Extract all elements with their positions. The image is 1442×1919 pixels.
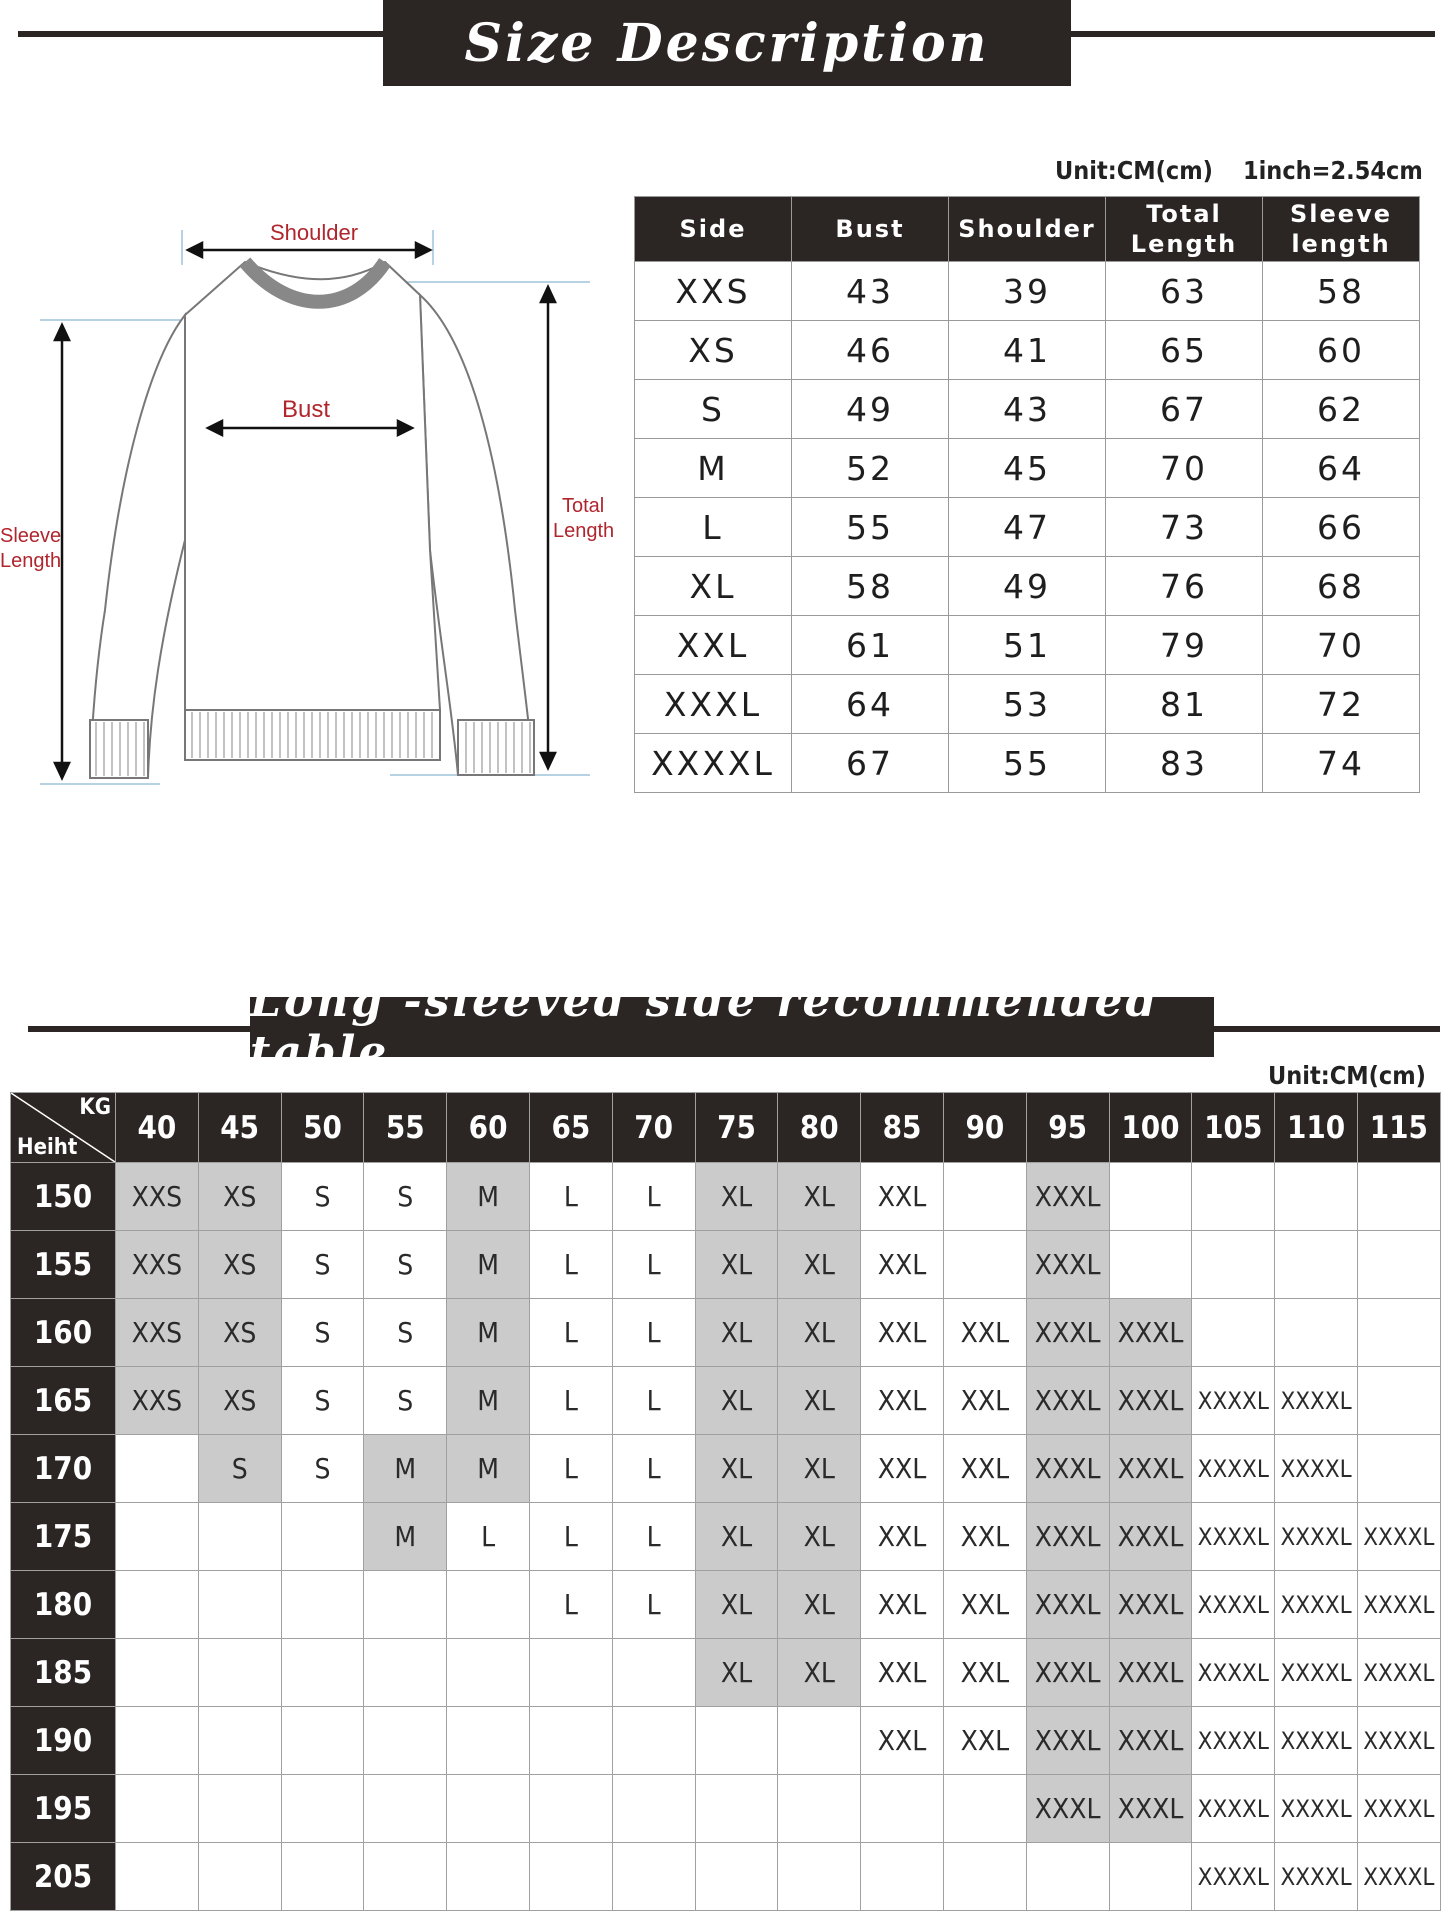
recommended-size-cell: XS: [198, 1367, 281, 1435]
recommended-size-cell: L: [612, 1367, 695, 1435]
recommended-size-cell: XXXXL: [1192, 1775, 1275, 1843]
recommended-size-cell: XXL: [861, 1707, 944, 1775]
recommended-size-cell: XXL: [861, 1367, 944, 1435]
height-header: 150: [11, 1163, 116, 1231]
size-cell: 65: [1106, 321, 1263, 380]
recommended-size-cell: XL: [778, 1503, 861, 1571]
recommended-size-cell: XXXL: [1026, 1639, 1109, 1707]
weight-header: 100: [1109, 1093, 1192, 1163]
size-cell: 43: [792, 262, 949, 321]
recommended-size-cell: [198, 1639, 281, 1707]
size-cell: 79: [1106, 616, 1263, 675]
recommended-size-cell: [943, 1163, 1026, 1231]
recommended-table-banner: [250, 976, 1214, 1078]
height-header: 160: [11, 1299, 116, 1367]
recommended-size-cell: [695, 1775, 778, 1843]
label-sleeve-length-1: Sleeve: [0, 525, 62, 547]
recommended-size-cell: XXXL: [1026, 1571, 1109, 1639]
recommended-size-table: [10, 1092, 1441, 1911]
sweater-diagram: [0, 210, 620, 810]
label-sleeve-length-2: Length: [0, 550, 62, 572]
weight-header: 40: [116, 1093, 199, 1163]
recommended-size-cell: XXL: [943, 1571, 1026, 1639]
recommended-size-cell: [198, 1843, 281, 1911]
recommended-size-cell: L: [529, 1571, 612, 1639]
size-table-row: [635, 262, 1420, 321]
banner-title: Size Description: [464, 12, 990, 74]
size-table-row: [635, 734, 1420, 793]
recommended-size-cell: [943, 1843, 1026, 1911]
size-table-row: [635, 498, 1420, 557]
size-cell: 61: [792, 616, 949, 675]
recommended-size-cell: XXS: [116, 1299, 199, 1367]
size-table-row: [635, 439, 1420, 498]
recommended-size-cell: XXXL: [1109, 1435, 1192, 1503]
recommended-size-cell: M: [447, 1163, 530, 1231]
size-header-shoulder: Shoulder: [949, 197, 1106, 262]
label-total-length-2: Length: [553, 520, 615, 542]
recommended-size-cell: XXL: [861, 1435, 944, 1503]
recommended-size-cell: [529, 1775, 612, 1843]
weight-header: 60: [447, 1093, 530, 1163]
size-cell: M: [635, 439, 792, 498]
recommended-size-cell: [1357, 1367, 1440, 1435]
recommended-size-cell: [198, 1503, 281, 1571]
recommended-size-cell: XXXXL: [1275, 1639, 1358, 1707]
recommended-size-cell: XXL: [943, 1503, 1026, 1571]
recommended-size-cell: [695, 1707, 778, 1775]
recommended-size-cell: [116, 1435, 199, 1503]
recommended-size-cell: [861, 1775, 944, 1843]
size-cell: 58: [1263, 262, 1420, 321]
recommended-size-cell: XXXXL: [1357, 1639, 1440, 1707]
recommended-size-cell: [116, 1843, 199, 1911]
recommended-size-cell: XXXXL: [1357, 1503, 1440, 1571]
height-header: 195: [11, 1775, 116, 1843]
recommended-size-cell: XXXXL: [1357, 1571, 1440, 1639]
size-header-side: Side: [635, 197, 792, 262]
size-cell: 49: [792, 380, 949, 439]
recommended-size-cell: XXXXL: [1192, 1367, 1275, 1435]
size-cell: 55: [792, 498, 949, 557]
size-cell: 67: [792, 734, 949, 793]
recommended-size-cell: XXXL: [1026, 1299, 1109, 1367]
recommended-size-cell: XXXXL: [1275, 1775, 1358, 1843]
recommended-size-cell: S: [281, 1163, 364, 1231]
recommended-size-cell: S: [281, 1231, 364, 1299]
recommended-size-cell: S: [198, 1435, 281, 1503]
recommended-size-cell: XXL: [861, 1163, 944, 1231]
recommended-size-cell: [861, 1843, 944, 1911]
recommended-size-cell: [1192, 1163, 1275, 1231]
recommended-size-cell: [1109, 1231, 1192, 1299]
recommended-size-cell: S: [281, 1299, 364, 1367]
unit-label-top: Unit:CM(cm) 1inch=2.54cm: [1055, 156, 1423, 185]
label-bust: Bust: [282, 396, 331, 423]
height-header: 155: [11, 1231, 116, 1299]
weight-header: 95: [1026, 1093, 1109, 1163]
weight-header: 50: [281, 1093, 364, 1163]
size-cell: 64: [792, 675, 949, 734]
recommended-size-cell: L: [447, 1503, 530, 1571]
recommended-size-cell: L: [529, 1367, 612, 1435]
recommended-size-cell: S: [281, 1367, 364, 1435]
recommended-size-cell: [364, 1775, 447, 1843]
recommended-size-cell: L: [529, 1503, 612, 1571]
recommended-size-cell: S: [364, 1231, 447, 1299]
recommended-size-cell: XXXXL: [1192, 1843, 1275, 1911]
recommended-size-cell: [281, 1639, 364, 1707]
recommended-size-cell: L: [529, 1299, 612, 1367]
recommended-size-cell: XS: [198, 1163, 281, 1231]
recommended-size-cell: [116, 1775, 199, 1843]
weight-header: 80: [778, 1093, 861, 1163]
recommended-size-cell: XXXL: [1026, 1707, 1109, 1775]
recommended-size-cell: [198, 1571, 281, 1639]
recommended-size-cell: L: [612, 1163, 695, 1231]
recommended-size-cell: XL: [778, 1639, 861, 1707]
recommended-size-cell: XL: [695, 1571, 778, 1639]
weight-height-corner: [11, 1093, 116, 1163]
size-cell: 52: [792, 439, 949, 498]
height-header: 185: [11, 1639, 116, 1707]
height-header: 190: [11, 1707, 116, 1775]
recommended-size-cell: XL: [695, 1299, 778, 1367]
size-cell: 72: [1263, 675, 1420, 734]
corner-kg-label: KG: [79, 1095, 111, 1120]
size-header-sleeve-length: Sleeve length: [1263, 197, 1420, 262]
recommended-size-cell: XXXXL: [1192, 1639, 1275, 1707]
recommended-size-cell: [364, 1639, 447, 1707]
recommended-size-cell: XXL: [861, 1639, 944, 1707]
recommended-size-cell: [447, 1843, 530, 1911]
recommended-size-cell: [612, 1707, 695, 1775]
weight-header: 70: [612, 1093, 695, 1163]
size-cell: XXS: [635, 262, 792, 321]
recommended-size-cell: L: [612, 1231, 695, 1299]
size-header-total-length: Total Length: [1106, 197, 1263, 262]
recommended-size-cell: XXS: [116, 1163, 199, 1231]
recommended-size-cell: [612, 1775, 695, 1843]
recommended-table-row: [11, 1299, 1441, 1367]
recommended-size-cell: [695, 1843, 778, 1911]
recommended-size-cell: XXL: [943, 1299, 1026, 1367]
weight-header: 75: [695, 1093, 778, 1163]
recommended-size-cell: XL: [695, 1163, 778, 1231]
recommended-size-cell: XL: [695, 1435, 778, 1503]
recommended-size-cell: XXXXL: [1192, 1707, 1275, 1775]
recommended-size-cell: L: [612, 1571, 695, 1639]
size-cell: 81: [1106, 675, 1263, 734]
recommended-size-cell: XXL: [861, 1503, 944, 1571]
corner-height-label: Heiht: [17, 1135, 78, 1160]
recommended-size-cell: XL: [695, 1231, 778, 1299]
size-cell: 46: [792, 321, 949, 380]
recommended-size-cell: [943, 1775, 1026, 1843]
recommended-size-cell: XXL: [861, 1299, 944, 1367]
size-cell: S: [635, 380, 792, 439]
weight-header: 110: [1275, 1093, 1358, 1163]
recommended-size-cell: [447, 1639, 530, 1707]
sweater-drawing: [0, 210, 620, 810]
recommended-size-cell: L: [612, 1299, 695, 1367]
recommended-size-cell: XL: [778, 1231, 861, 1299]
recommended-size-cell: [612, 1843, 695, 1911]
size-cell: 73: [1106, 498, 1263, 557]
size-cell: 41: [949, 321, 1106, 380]
recommended-size-cell: XXL: [943, 1639, 1026, 1707]
recommended-size-cell: XXXXL: [1275, 1367, 1358, 1435]
recommended-size-cell: XXXXL: [1275, 1843, 1358, 1911]
recommended-size-cell: S: [364, 1163, 447, 1231]
recommended-size-cell: [1357, 1299, 1440, 1367]
recommended-size-cell: [447, 1707, 530, 1775]
recommended-table-header: [11, 1093, 1441, 1163]
recommended-size-cell: [116, 1571, 199, 1639]
recommended-size-cell: XXXL: [1109, 1299, 1192, 1367]
size-cell: L: [635, 498, 792, 557]
recommended-size-cell: XXXL: [1109, 1367, 1192, 1435]
recommended-size-cell: XXXXL: [1192, 1435, 1275, 1503]
recommended-size-cell: [1357, 1231, 1440, 1299]
recommended-size-cell: XXXXL: [1192, 1503, 1275, 1571]
recommended-size-cell: XL: [778, 1367, 861, 1435]
recommended-size-cell: [778, 1707, 861, 1775]
recommended-size-cell: M: [447, 1299, 530, 1367]
recommended-size-cell: L: [612, 1503, 695, 1571]
height-header: 175: [11, 1503, 116, 1571]
recommended-size-cell: XXXXL: [1357, 1775, 1440, 1843]
weight-header: 85: [861, 1093, 944, 1163]
recommended-size-cell: XS: [198, 1231, 281, 1299]
recommended-size-cell: [529, 1639, 612, 1707]
size-cell: XS: [635, 321, 792, 380]
recommended-size-cell: XXXXL: [1275, 1503, 1358, 1571]
recommended-size-cell: XXL: [861, 1231, 944, 1299]
recommended-size-cell: XXXL: [1026, 1435, 1109, 1503]
bottom-rule-right: [1212, 1026, 1440, 1032]
recommended-size-cell: XXL: [943, 1435, 1026, 1503]
recommended-size-cell: XXXL: [1109, 1639, 1192, 1707]
recommended-size-cell: XXXL: [1026, 1503, 1109, 1571]
recommended-size-cell: M: [447, 1231, 530, 1299]
recommended-size-cell: XL: [778, 1163, 861, 1231]
recommended-size-cell: XL: [695, 1367, 778, 1435]
recommended-size-cell: M: [364, 1503, 447, 1571]
weight-header: 105: [1192, 1093, 1275, 1163]
recommended-size-cell: [1275, 1299, 1358, 1367]
recommended-table-row: [11, 1435, 1441, 1503]
recommended-size-cell: [1109, 1163, 1192, 1231]
recommended-size-cell: [1357, 1163, 1440, 1231]
recommended-size-cell: XXXXL: [1192, 1571, 1275, 1639]
recommended-size-cell: XXL: [943, 1707, 1026, 1775]
recommended-size-cell: XL: [695, 1639, 778, 1707]
recommended-size-cell: M: [447, 1435, 530, 1503]
recommended-size-cell: XXXXL: [1357, 1843, 1440, 1911]
recommended-size-cell: [778, 1843, 861, 1911]
recommended-size-cell: XXL: [861, 1571, 944, 1639]
size-table-row: [635, 675, 1420, 734]
label-shoulder: Shoulder: [270, 220, 359, 245]
recommended-size-cell: XXS: [116, 1367, 199, 1435]
recommended-table-row: [11, 1503, 1441, 1571]
recommended-size-cell: XXXL: [1026, 1163, 1109, 1231]
size-header-bust: Bust: [792, 197, 949, 262]
weight-header: 55: [364, 1093, 447, 1163]
height-header: 165: [11, 1367, 116, 1435]
recommended-size-cell: XXXL: [1109, 1503, 1192, 1571]
recommended-table-row: [11, 1571, 1441, 1639]
height-header: 180: [11, 1571, 116, 1639]
top-rule-left: [18, 31, 388, 37]
recommended-size-cell: L: [529, 1435, 612, 1503]
recommended-table-row: [11, 1775, 1441, 1843]
label-total-length-1: Total: [562, 495, 605, 517]
recommended-size-cell: XXXL: [1109, 1571, 1192, 1639]
size-cell: XXXL: [635, 675, 792, 734]
recommended-size-cell: [116, 1707, 199, 1775]
recommended-size-cell: XXXXL: [1357, 1707, 1440, 1775]
size-cell: 63: [1106, 262, 1263, 321]
height-header: 170: [11, 1435, 116, 1503]
recommended-size-cell: [281, 1843, 364, 1911]
recommended-table-row: [11, 1163, 1441, 1231]
recommended-size-cell: L: [529, 1231, 612, 1299]
recommended-size-cell: M: [364, 1435, 447, 1503]
size-cell: 51: [949, 616, 1106, 675]
size-table-row: [635, 616, 1420, 675]
recommended-size-cell: XXL: [943, 1367, 1026, 1435]
weight-header: 45: [198, 1093, 281, 1163]
recommended-table-row: [11, 1639, 1441, 1707]
size-cell: 55: [949, 734, 1106, 793]
recommended-size-cell: [529, 1707, 612, 1775]
size-cell: 67: [1106, 380, 1263, 439]
size-cell: 49: [949, 557, 1106, 616]
recommended-size-cell: XXXL: [1026, 1367, 1109, 1435]
recommended-size-cell: L: [612, 1435, 695, 1503]
size-cell: 74: [1263, 734, 1420, 793]
top-rule-right: [1070, 31, 1435, 37]
recommended-size-cell: M: [447, 1367, 530, 1435]
recommended-size-cell: XXXXL: [1275, 1707, 1358, 1775]
size-table-row: [635, 557, 1420, 616]
size-cell: 47: [949, 498, 1106, 557]
recommended-size-cell: XXXL: [1109, 1775, 1192, 1843]
recommended-size-cell: XL: [778, 1299, 861, 1367]
size-cell: 66: [1263, 498, 1420, 557]
recommended-size-cell: XL: [695, 1503, 778, 1571]
recommended-size-cell: [198, 1707, 281, 1775]
recommended-size-cell: [1109, 1843, 1192, 1911]
recommended-table-row: [11, 1843, 1441, 1911]
size-cell: 45: [949, 439, 1106, 498]
size-cell: 64: [1263, 439, 1420, 498]
recommended-size-cell: [364, 1571, 447, 1639]
size-cell: 39: [949, 262, 1106, 321]
recommended-size-cell: [364, 1707, 447, 1775]
recommended-table-row: [11, 1707, 1441, 1775]
size-table-row: [635, 380, 1420, 439]
size-cell: 60: [1263, 321, 1420, 380]
recommended-size-cell: L: [529, 1163, 612, 1231]
size-table: [634, 196, 1420, 793]
weight-header: 65: [529, 1093, 612, 1163]
recommended-size-cell: [447, 1775, 530, 1843]
size-cell: XXXXL: [635, 734, 792, 793]
recommended-size-cell: [116, 1639, 199, 1707]
size-cell: 62: [1263, 380, 1420, 439]
recommended-size-cell: [281, 1503, 364, 1571]
size-cell: 83: [1106, 734, 1263, 793]
size-cell: 58: [792, 557, 949, 616]
recommended-size-cell: [1192, 1231, 1275, 1299]
recommended-size-cell: XXXXL: [1275, 1571, 1358, 1639]
size-table-header: [635, 197, 1420, 262]
recommended-size-cell: XXXL: [1026, 1775, 1109, 1843]
recommended-size-cell: XXS: [116, 1231, 199, 1299]
unit-label-bottom: Unit:CM(cm): [1268, 1061, 1426, 1090]
size-cell: 43: [949, 380, 1106, 439]
height-header: 205: [11, 1843, 116, 1911]
recommended-size-cell: [1026, 1843, 1109, 1911]
recommended-size-cell: S: [364, 1299, 447, 1367]
size-cell: 70: [1263, 616, 1420, 675]
recommended-size-cell: [281, 1707, 364, 1775]
recommended-size-cell: [612, 1639, 695, 1707]
recommended-size-cell: [116, 1503, 199, 1571]
recommended-size-cell: XL: [778, 1435, 861, 1503]
recommended-size-cell: [778, 1775, 861, 1843]
recommended-size-cell: [447, 1571, 530, 1639]
recommended-size-cell: [1275, 1231, 1358, 1299]
recommended-size-cell: XXXL: [1109, 1707, 1192, 1775]
recommended-banner-title: Long -sleeved side recommended table: [250, 976, 1160, 1078]
recommended-size-cell: [364, 1843, 447, 1911]
recommended-size-cell: [529, 1843, 612, 1911]
recommended-size-cell: XS: [198, 1299, 281, 1367]
recommended-size-cell: [943, 1231, 1026, 1299]
weight-header: 115: [1357, 1093, 1440, 1163]
recommended-size-cell: S: [364, 1367, 447, 1435]
size-cell: 76: [1106, 557, 1263, 616]
size-cell: XL: [635, 557, 792, 616]
recommended-size-cell: [1357, 1435, 1440, 1503]
recommended-size-cell: [281, 1775, 364, 1843]
size-table-row: [635, 321, 1420, 380]
recommended-size-cell: [1192, 1299, 1275, 1367]
recommended-size-cell: [1275, 1163, 1358, 1231]
recommended-size-cell: XL: [778, 1571, 861, 1639]
size-cell: XXL: [635, 616, 792, 675]
weight-header: 90: [943, 1093, 1026, 1163]
size-cell: 53: [949, 675, 1106, 734]
recommended-size-cell: XXXXL: [1275, 1435, 1358, 1503]
recommended-size-cell: [281, 1571, 364, 1639]
recommended-size-cell: XXXL: [1026, 1231, 1109, 1299]
recommended-size-cell: [198, 1775, 281, 1843]
bottom-rule-left: [28, 1026, 258, 1032]
recommended-size-cell: S: [281, 1435, 364, 1503]
size-cell: 70: [1106, 439, 1263, 498]
recommended-table-row: [11, 1231, 1441, 1299]
recommended-table-row: [11, 1367, 1441, 1435]
size-description-banner: [383, 0, 1071, 86]
size-cell: 68: [1263, 557, 1420, 616]
